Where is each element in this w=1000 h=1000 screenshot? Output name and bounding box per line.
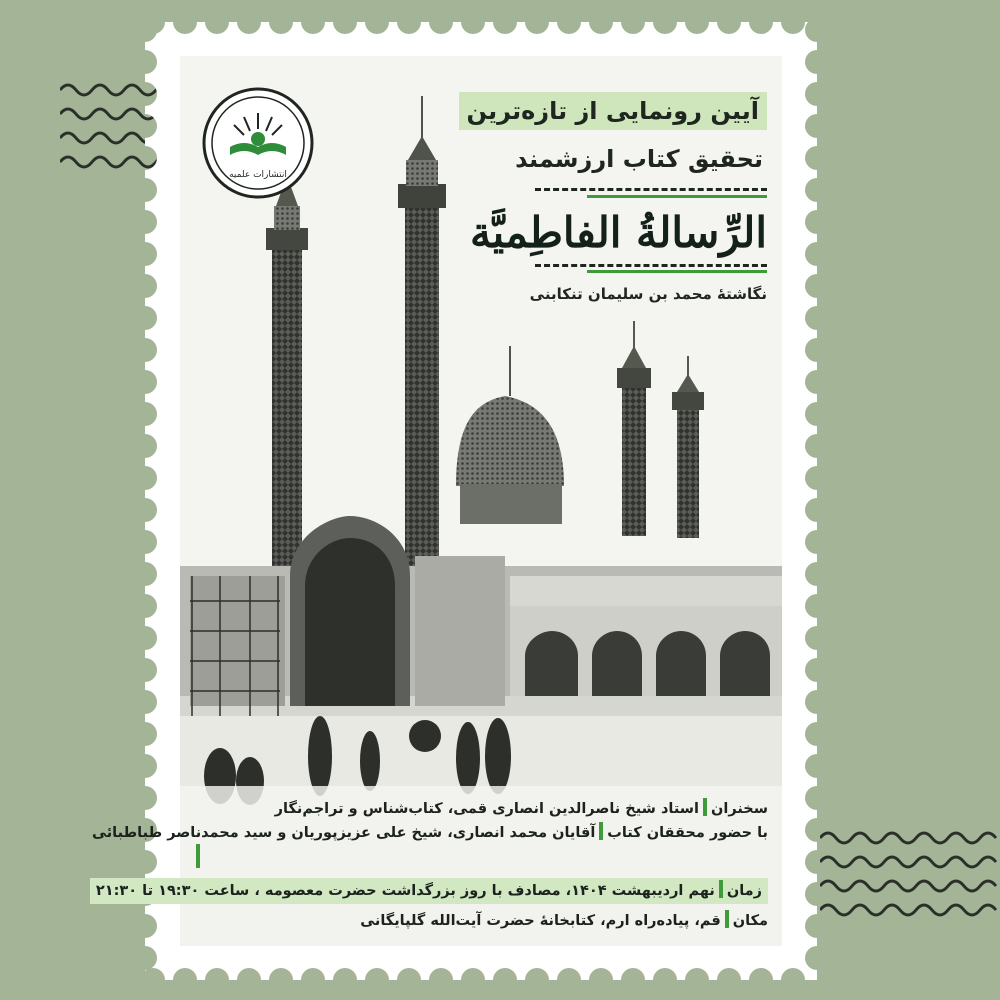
researchers-value: آقایان محمد انصاری، شیخ علی عزیزپوریان و سید محمدناصر طباطبائی (92, 825, 596, 841)
headline-line-1: آیین رونمایی از تازه‌ترین (459, 92, 767, 130)
divider-bottom-accent (587, 270, 767, 273)
time-line (90, 878, 768, 904)
researchers-label: با حضور محققان کتاب (607, 825, 768, 841)
place-label: مکان (732, 913, 768, 929)
logo-text: انتشارات علمیه (229, 170, 287, 180)
time-label: زمان (726, 883, 762, 899)
separator-bar (719, 880, 723, 898)
separator-bar (703, 798, 707, 816)
book-title: الرِّسالةُ الفاطِمیَّة (470, 208, 767, 257)
researchers-end-bar (196, 844, 200, 868)
publisher-logo-icon (200, 85, 316, 201)
place-line (360, 908, 768, 934)
postmark-waves-right-icon (820, 826, 1000, 936)
headline-line-2: تحقیق کتاب ارزشمند (515, 145, 763, 173)
divider-top-accent (587, 195, 767, 198)
separator-bar (599, 822, 603, 840)
place-value: قم، پیاده‌راه ارم، کتابخانهٔ حضرت آیت‌الله گلپایگانی (360, 913, 721, 929)
speakers-value: استاد شیخ ناصرالدین انصاری قمی، کتاب‌شناس و تراجم‌نگار (274, 801, 699, 817)
divider-top (535, 188, 767, 191)
speakers-label: سخنران (711, 801, 768, 817)
book-author: نگاشتهٔ محمد بن سلیمان تنکابنی (529, 285, 767, 303)
time-value: نهم اردیبهشت ۱۴۰۴، مصادف با روز بزرگداشت حضرت معصومه ، ساعت ۱۹:۳۰ تا ۲۱:۳۰ (95, 883, 715, 899)
divider-bottom (535, 264, 767, 267)
separator-bar (725, 910, 729, 928)
speakers-line (275, 796, 768, 822)
researchers-line (92, 820, 768, 846)
